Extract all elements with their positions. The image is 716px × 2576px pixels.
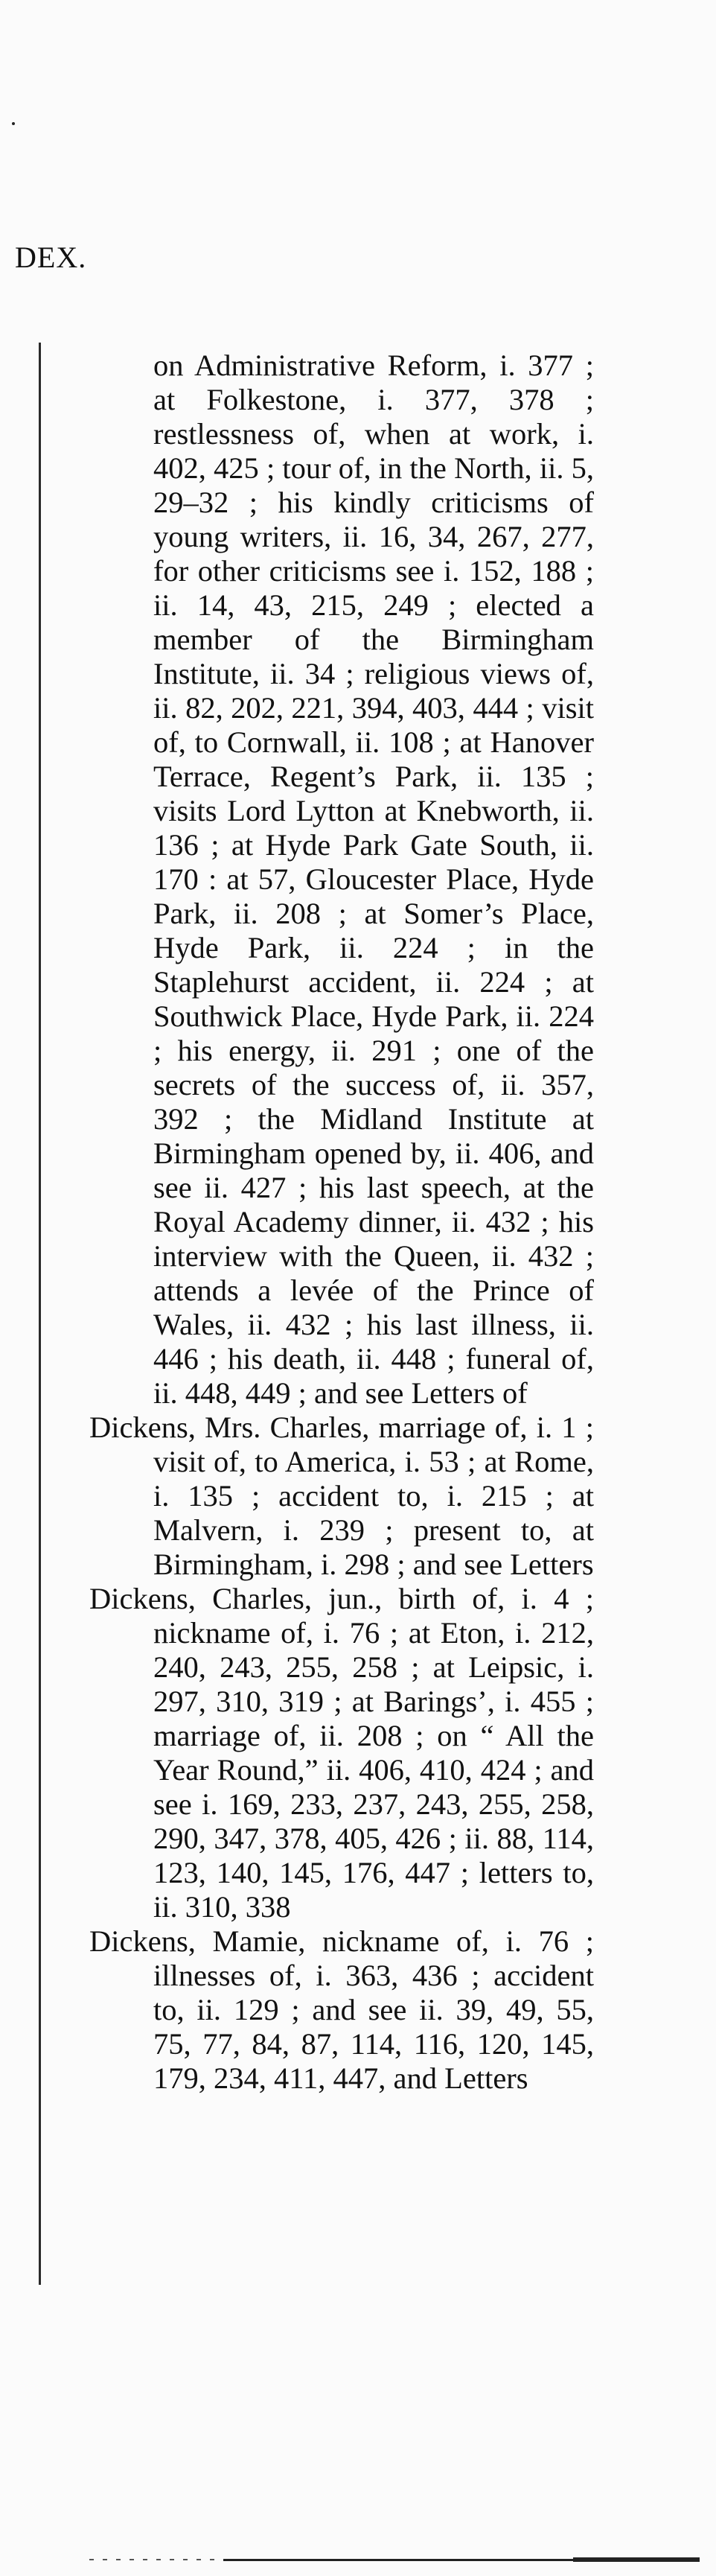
- index-entry-mrs-charles-dickens: Dickens, Mrs. Charles, marriage of, i. 1 ; visit of, to America, i. 53 ; at Rome, i. 135 ; accident to, i. 215 ; at Malvern, i. 239 ; present to, at Birmingham, i. 298 ; and see Letters: [89, 1411, 594, 1581]
- index-column: [89, 349, 594, 2096]
- column-rule: [39, 343, 41, 2285]
- index-entry-continuation: on Administrative Reform, i. 377 ; at Folkestone, i. 377, 378 ; restlessness of, when at work, i. 402, 425 ; tour of, in the North, ii. 5, 29–32 ; his kindly criticisms of young writers, ii. 16, 34, 267, 277, for other criticisms see i. 152, 188 ; ii. 14, 43, 215, 249 ; elected a member of the Birmingham Institute, ii. 34 ; religious views of, ii. 82, 202, 221, 394, 403, 444 ; visit of, to Cornwall, ii. 108 ; at Hanover Terrace, Regent’s Park, ii. 135 ; visits Lord Lytton at Knebworth, ii. 136 ; at Hyde Park Gate South, ii. 170 : at 57, Gloucester Place, Hyde Park, ii. 208 ; at Somer’s Place, Hyde Park, ii. 224 ; in the Staplehurst accident, ii. 224 ; at Southwick Place, Hyde Park, ii. 224 ; his energy, ii. 291 ; one of the secrets of the success of, ii. 357, 392 ; the Midland Institute at Birmingham opened by, ii. 406, and see ii. 427 ; his last speech, at the Royal Academy dinner, ii. 432 ; his interview with the Queen, ii. 432 ; attends a levée of the Prince of Wales, ii. 432 ; his last illness, ii. 446 ; his death, ii. 448 ; funeral of, ii. 448, 449 ; and see Letters of: [153, 349, 594, 1410]
- index-entry-mamie-dickens: Dickens, Mamie, nickname of, i. 76 ; illnesses of, i. 363, 436 ; accident to, ii. 129 ; and see ii. 39, 49, 55, 75, 77, 84, 87, 114, 116, 120, 145, 179, 234, 411, 447, and Letters: [89, 1924, 594, 2095]
- running-head: DEX.: [15, 241, 87, 274]
- footer-dotted-rule: [89, 2559, 216, 2560]
- print-speck: [12, 122, 15, 125]
- index-entry-charles-dickens-jun: Dickens, Charles, jun., birth of, i. 4 ; nickname of, i. 76 ; at Eton, i. 212, 240, 243, 255, 258 ; at Leipsic, i. 297, 310, 319 ; at Barings’, i. 455 ; marriage of, ii. 208 ; on “ All the Year Round,” ii. 406, 410, 424 ; and see i. 169, 233, 237, 243, 255, 258, 290, 347, 378, 405, 426 ; ii. 88, 114, 123, 140, 145, 176, 447 ; letters to, ii. 310, 338: [89, 1582, 594, 1924]
- footer-rule-thick: [573, 2557, 700, 2562]
